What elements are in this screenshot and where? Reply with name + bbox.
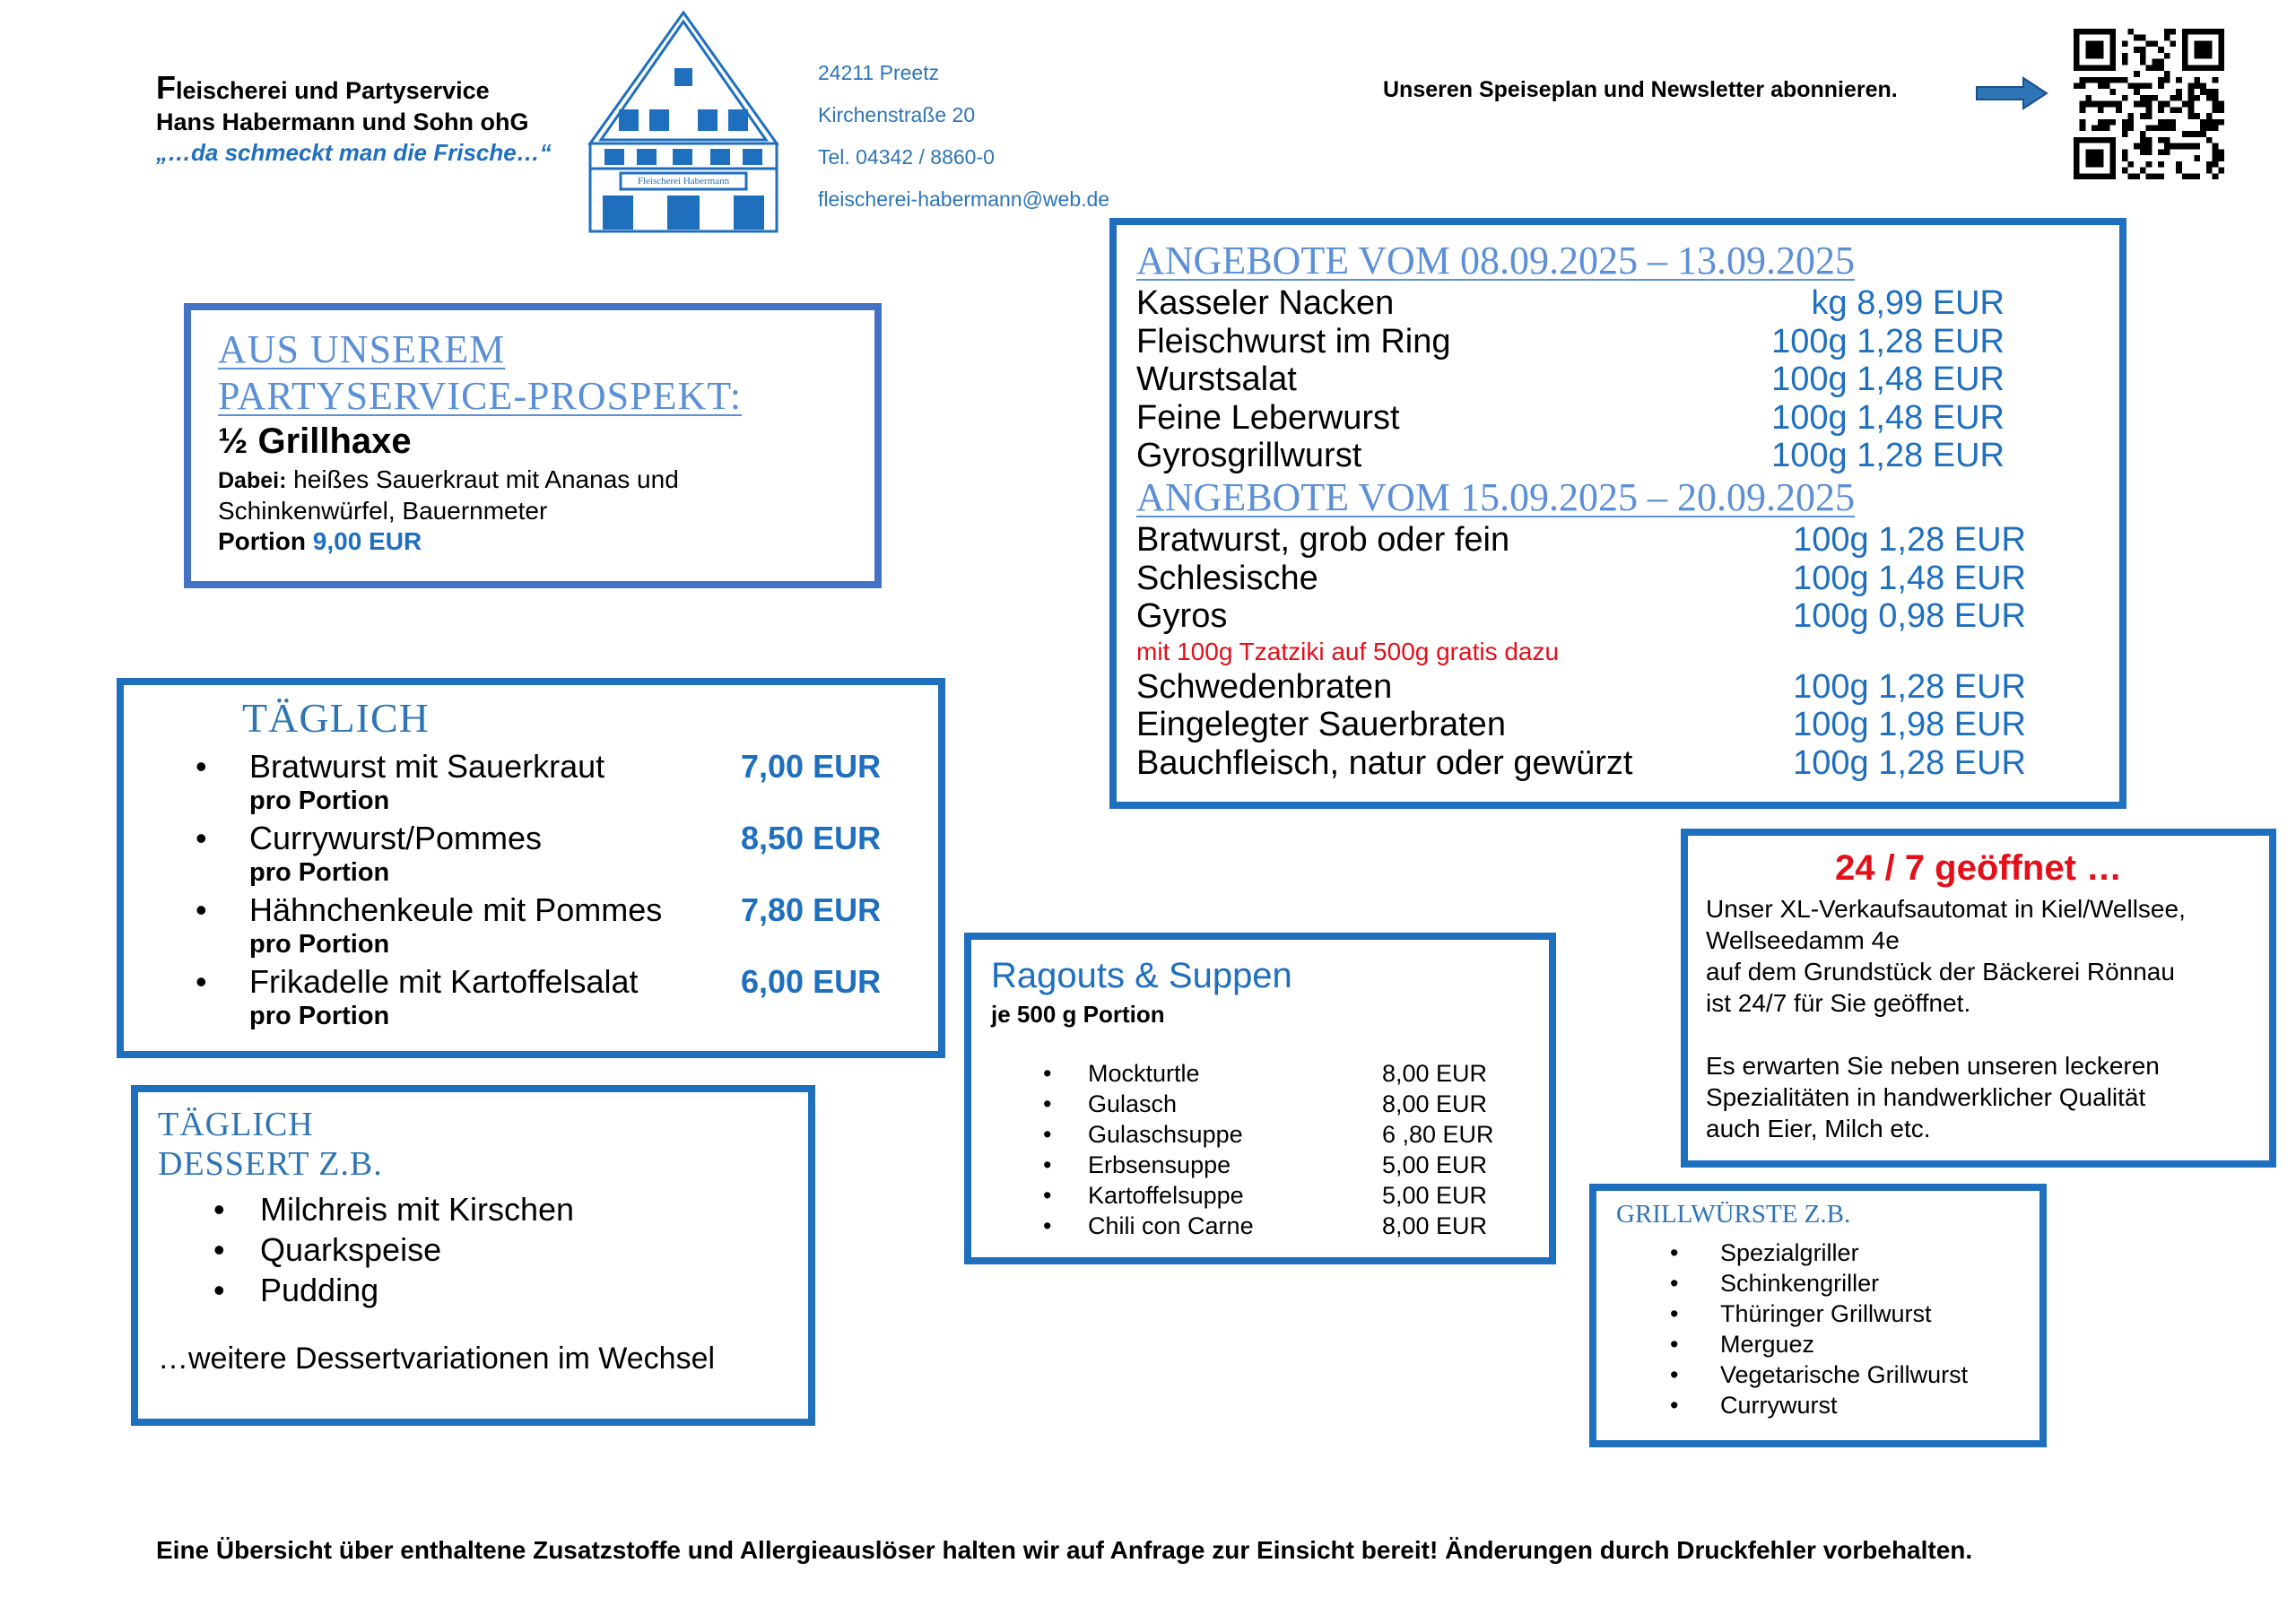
angebot-row: [1136, 560, 2078, 598]
automat-line: Unser XL-Verkaufsautomat in Kiel/Wellsee,: [1706, 895, 2186, 923]
grill-item: • Currywurst: [1596, 1390, 2027, 1420]
angebot-row: [1136, 360, 2069, 399]
taeglich-item-price: 7,80 EUR: [741, 891, 882, 928]
grill-item: • Schinkengriller: [1596, 1268, 2027, 1298]
angebot-row: [1136, 437, 2069, 475]
angebot-price: 100g 1,48 EUR: [1793, 559, 2026, 597]
ragout-price: 5,00 EUR: [1382, 1182, 1488, 1209]
taeglich-item-price: 6,00 EUR: [741, 963, 882, 1000]
angebot-price: 100g 1,28 EUR: [1771, 322, 2005, 360]
partyservice-description: [218, 465, 864, 557]
grill-list: [1596, 1238, 2027, 1420]
shop-sign: Fleischerei Habermann: [637, 176, 730, 187]
automat-text: [1706, 893, 2186, 1144]
address-street: Kirchenstraße 20: [818, 103, 976, 126]
dessert-item: • Pudding: [138, 1270, 766, 1310]
angebot-row: [1136, 744, 2078, 783]
ragout-name: Kartoffelsuppe: [1088, 1182, 1244, 1209]
angebot-price: 100g 1,98 EUR: [1793, 706, 2026, 743]
ragout-item: [971, 1058, 1527, 1089]
ragout-price: 8,00 EUR: [1382, 1060, 1488, 1087]
angebot-name: Schwedenbraten: [1136, 667, 1393, 706]
partyservice-portion-label: Portion: [218, 527, 313, 555]
ragout-price: 8,00 EUR: [1382, 1090, 1488, 1117]
ragout-price: 8,00 EUR: [1382, 1212, 1488, 1239]
taeglich-item-name: • Hähnchenkeule mit Pommes: [249, 891, 663, 928]
company-initial: F: [156, 69, 176, 106]
automat-line: ist 24/7 für Sie geöffnet.: [1706, 989, 1971, 1017]
grill-box: [1589, 1184, 2047, 1447]
angebote-week2-list: [1136, 521, 2078, 782]
angebot-price: 100g 1,28 EUR: [1793, 667, 2026, 706]
taeglich-item-name: • Currywurst/Pommes: [249, 820, 543, 856]
automat-spacer: [1706, 1019, 2186, 1050]
partyservice-title-line2: PARTYSERVICE-PROSPEKT:: [218, 374, 743, 418]
angebot-name: Bauchfleisch, natur oder gewürzt: [1136, 743, 1633, 782]
ragout-name: Gulaschsuppe: [1088, 1121, 1243, 1148]
taeglich-box: [117, 678, 945, 1058]
partyservice-title: [218, 326, 742, 420]
grill-item: • Merguez: [1596, 1329, 2027, 1359]
automat-line: auch Eier, Milch etc.: [1706, 1115, 1931, 1142]
ragout-price: 6 ,80 EUR: [1382, 1121, 1494, 1148]
dessert-title-line2: DESSERT Z.B.: [158, 1145, 383, 1183]
slogan: „…da schmeckt man die Frische…“: [156, 139, 552, 166]
phone-number: Tel. 04342 / 8860-0: [818, 145, 995, 169]
dessert-list: [138, 1189, 766, 1310]
ragout-name: Mockturtle: [1088, 1060, 1200, 1087]
taeglich-item-sub: pro Portion: [249, 930, 390, 959]
taeglich-list: [124, 748, 913, 1035]
partyservice-title-line1: AUS UNSEREM: [218, 327, 506, 371]
angebot-price: 100g 1,48 EUR: [1771, 360, 2005, 398]
dessert-title: [158, 1105, 383, 1184]
angebot-name: Gyrosgrillwurst: [1136, 437, 1362, 474]
dessert-item: • Quarkspeise: [138, 1229, 766, 1270]
angebot-row: [1136, 521, 2078, 560]
taeglich-item: [124, 820, 913, 891]
qr-code-icon[interactable]: [2072, 29, 2226, 179]
dessert-item: • Milchreis mit Kirschen: [138, 1189, 766, 1229]
angebot-price: kg 8,99 EUR: [1811, 284, 2005, 322]
taeglich-item-sub: pro Portion: [249, 1002, 390, 1030]
ragouts-list: [971, 1058, 1527, 1241]
angebote-box: [1109, 218, 2126, 809]
company-block: [156, 69, 587, 168]
ragout-name: Gulasch: [1088, 1090, 1178, 1117]
partyservice-desc-line1: heißes Sauerkraut mit Ananas und: [286, 465, 679, 493]
ragout-item: [971, 1180, 1527, 1211]
angebot-name: Kasseler Nacken: [1136, 284, 1395, 322]
angebot-name: Bratwurst, grob oder fein: [1136, 521, 1510, 559]
angebot-row: [1136, 597, 2078, 636]
partyservice-price: 9,00 EUR: [312, 527, 422, 555]
angebot-name: Feine Leberwurst: [1136, 398, 1400, 437]
angebote-week2-title: ANGEBOTE VOM 15.09.2025 – 20.09.2025: [1136, 475, 1855, 519]
automat-box: [1681, 829, 2276, 1168]
angebot-row: [1136, 284, 2069, 323]
partyservice-box: [184, 303, 882, 588]
ragout-item: [971, 1119, 1527, 1150]
angebot-price: 100g 1,48 EUR: [1771, 398, 2005, 437]
ragouts-box: [964, 933, 1556, 1264]
company-name-rest: leischerei und Partyservice: [176, 77, 490, 104]
angebot-price: 100g 1,28 EUR: [1793, 743, 2026, 782]
dessert-box: [131, 1085, 815, 1426]
partyservice-item-name: ½ Grillhaxe: [218, 421, 412, 461]
ragout-item: [971, 1089, 1527, 1119]
house-icon: [585, 9, 782, 233]
grill-item: • Vegetarische Grillwurst: [1596, 1359, 2027, 1390]
taeglich-item: [124, 748, 913, 820]
partyservice-desc-prefix: Dabei:: [218, 468, 287, 493]
ragout-item: [971, 1150, 1527, 1180]
ragouts-title: Ragouts & Suppen: [991, 956, 1292, 995]
ragout-name: Erbsensuppe: [1088, 1151, 1231, 1178]
company-name: [156, 69, 587, 107]
allergen-disclaimer: Eine Übersicht über enthaltene Zusatzstoffe und Allergieauslöser halten wir auf Anfrage zur Einsicht bereit! Änderungen durch Druckfehler vorbehalten.: [156, 1536, 1973, 1564]
automat-line: auf dem Grundstück der Bäckerei Rönnau: [1706, 958, 2175, 986]
angebot-name: Schlesische: [1136, 559, 1318, 597]
gyros-note: mit 100g Tzatziki auf 500g gratis dazu: [1136, 637, 1560, 665]
ragouts-subtitle: je 500 g Portion: [991, 1001, 1165, 1028]
ragout-price: 5,00 EUR: [1382, 1151, 1488, 1178]
ragout-name: Chili con Carne: [1088, 1212, 1254, 1239]
grill-item: • Spezialgriller: [1596, 1238, 2027, 1268]
automat-line: Wellseedamm 4e: [1706, 926, 1900, 954]
angebot-row: [1136, 399, 2069, 438]
grill-item: • Thüringer Grillwurst: [1596, 1298, 2027, 1329]
automat-line: Spezialitäten in handwerklicher Qualität: [1706, 1083, 2146, 1111]
newsletter-text[interactable]: Unseren Speiseplan und Newsletter abonnieren.: [1383, 77, 1898, 102]
angebote-week1-title: ANGEBOTE VOM 08.09.2025 – 13.09.2025: [1136, 239, 1855, 282]
angebot-row: [1136, 323, 2069, 361]
angebot-row: [1136, 706, 2078, 744]
taeglich-title: TÄGLICH: [242, 695, 430, 741]
company-owner: Hans Habermann und Sohn ohG: [156, 109, 529, 135]
angebot-price: 100g 1,28 EUR: [1793, 521, 2026, 559]
taeglich-item-price: 8,50 EUR: [741, 820, 882, 856]
taeglich-item-name: • Frikadelle mit Kartoffelsalat: [249, 963, 639, 1000]
angebot-name: Fleischwurst im Ring: [1136, 322, 1451, 360]
taeglich-item: [124, 891, 913, 963]
automat-title: 24 / 7 geöffnet …: [1834, 848, 2123, 888]
shop-logo: [585, 9, 782, 233]
taeglich-item-name: • Bratwurst mit Sauerkraut: [249, 748, 605, 785]
taeglich-item-sub: pro Portion: [249, 786, 390, 815]
email-link[interactable]: fleischerei-habermann@web.de: [818, 187, 1110, 211]
right-arrow-icon: [1975, 75, 2048, 116]
automat-line: Es erwarten Sie neben unseren leckeren: [1706, 1052, 2160, 1080]
taeglich-item-sub: pro Portion: [249, 858, 390, 887]
angebot-price: 100g 1,28 EUR: [1771, 437, 2005, 474]
address-city: 24211 Preetz: [818, 61, 940, 84]
address-block: [818, 52, 1109, 221]
grill-title: GRILLWÜRSTE Z.B.: [1616, 1200, 1851, 1229]
angebot-name: Wurstsalat: [1136, 360, 1297, 398]
angebote-week1-list: [1136, 284, 2069, 475]
dessert-title-line1: TÄGLICH: [158, 1106, 314, 1143]
angebot-row: [1136, 668, 2078, 707]
taeglich-item: [124, 963, 913, 1035]
partyservice-desc-line2: Schinkenwürfel, Bauernmeter: [218, 497, 548, 525]
angebot-name: Eingelegter Sauerbraten: [1136, 706, 1506, 743]
taeglich-item-price: 7,00 EUR: [741, 748, 882, 785]
ragout-item: [971, 1211, 1527, 1241]
dessert-footer: …weitere Dessertvariationen im Wechsel: [158, 1342, 716, 1376]
angebot-price: 100g 0,98 EUR: [1793, 597, 2026, 635]
angebot-name: Gyros: [1136, 597, 1228, 635]
